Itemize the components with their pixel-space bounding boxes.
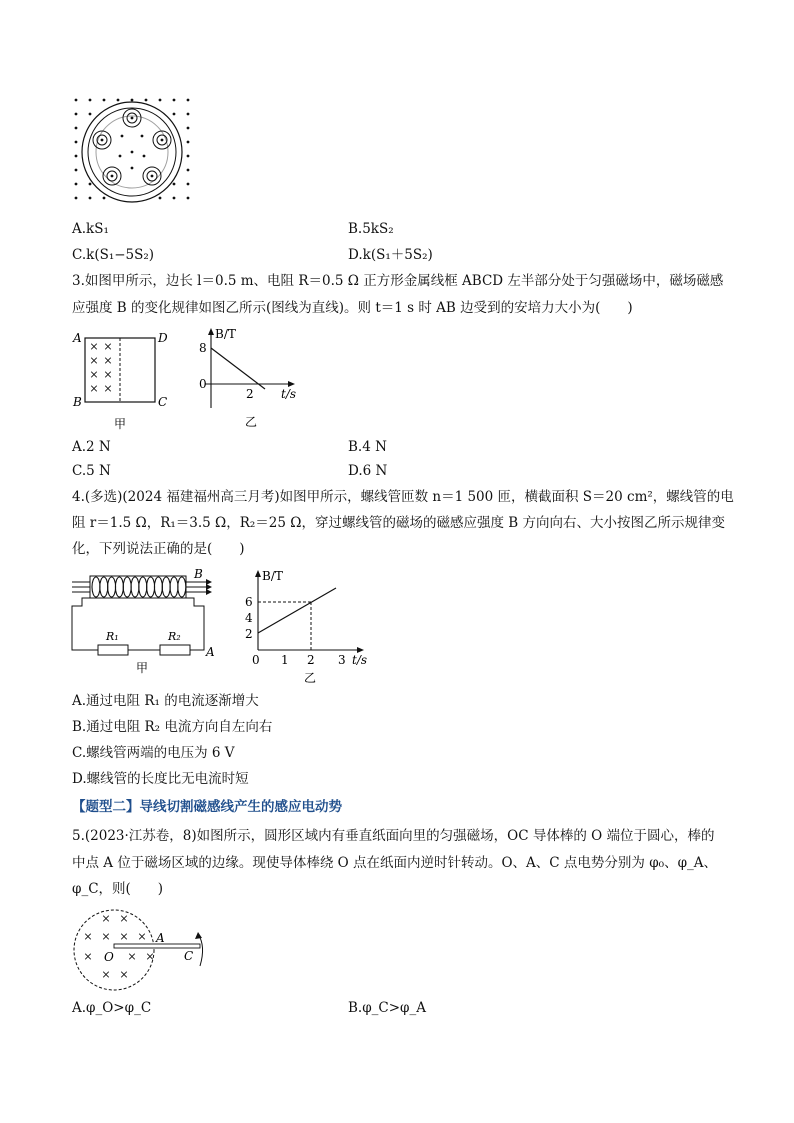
svg-text:×: × [101, 930, 111, 943]
label-o: O [104, 950, 114, 964]
q4-x2: 2 [307, 653, 315, 667]
q3-stem-line2: 应强度 B 的变化规律如图乙所示(图线为直线)。则 t＝1 s 时 AB 边受到的安培力大小为( ) [72, 300, 633, 316]
q3-y0: 0 [199, 377, 207, 391]
label-a: A [156, 931, 165, 945]
svg-text:×: × [145, 950, 155, 963]
q5-rotating-rod-figure [70, 908, 220, 992]
label-b: B [194, 568, 203, 581]
q3-option-c: C.5 N [72, 463, 111, 479]
q4-y6: 6 [245, 595, 253, 609]
q3-option-b: B.4 N [348, 439, 387, 455]
q2-option-c: C.k(S₁−5S₂) [72, 247, 155, 263]
label-r1: R₁ [106, 630, 119, 643]
svg-text:×: × [103, 382, 113, 395]
q4-y2: 2 [245, 627, 253, 641]
caption-jia: 甲 [136, 661, 149, 675]
svg-text:×: × [119, 912, 129, 925]
q4-x1: 1 [281, 653, 289, 667]
label-d: D [158, 331, 168, 345]
q3-graph-yi [195, 326, 307, 432]
q3-y8: 8 [199, 341, 207, 355]
q5-option-a: A.φ_O>φ_C [72, 1000, 152, 1016]
svg-text:×: × [83, 930, 93, 943]
q3-xlabel: t/s [281, 387, 297, 401]
svg-text:×: × [103, 368, 113, 381]
q4-option-c: C.螺线管两端的电压为 6 V [72, 745, 235, 761]
q4-stem-line3: 化，下列说法正确的是( ) [72, 541, 245, 557]
q5-stem-line3: φ_C，则( ) [72, 881, 164, 897]
q5-option-b: B.φ_C>φ_A [348, 1000, 427, 1016]
label-c: C [158, 395, 168, 409]
q4-solenoid-circuit [70, 568, 220, 678]
svg-text:×: × [137, 930, 147, 943]
q4-option-d: D.螺线管的长度比无电流时短 [72, 771, 249, 787]
q3-figure-jia [70, 328, 170, 432]
q4-y4: 4 [245, 611, 253, 625]
q4-stem-line2: 阻 r＝1.5 Ω，R₁＝3.5 Ω，R₂＝25 Ω，穿过螺线管的磁场的磁感应强度 B 方向向右、大小按图乙所示规律变 [72, 515, 725, 531]
label-c: C [184, 949, 194, 963]
q2-ring-figure [70, 96, 194, 206]
q4-option-a: A.通过电阻 R₁ 的电流逐渐增大 [72, 693, 259, 709]
caption-yi: 乙 [245, 415, 258, 429]
label-a: A [73, 331, 82, 345]
label-a: A [206, 645, 215, 659]
q3-option-a: A.2 N [72, 439, 111, 455]
svg-text:×: × [89, 354, 99, 367]
q5-stem-line1: 5.(2023·江苏卷，8)如图所示，圆形区域内有垂直纸面向里的匀强磁场，OC 导体棒的 O 端位于圆心，棒的 [72, 828, 715, 844]
q3-ylabel: B/T [215, 327, 236, 341]
label-r2: R₂ [168, 630, 181, 643]
q4-x0: 0 [252, 653, 260, 667]
caption-yi: 乙 [304, 671, 317, 685]
svg-text:×: × [119, 930, 129, 943]
caption-jia: 甲 [114, 417, 127, 431]
q4-x3: 3 [338, 653, 346, 667]
svg-text:×: × [127, 950, 137, 963]
svg-text:×: × [89, 368, 99, 381]
q4-stem-line1: 4.(多选)(2024 福建福州高三月考)如图甲所示，螺线管匝数 n＝1 500 匝，横截面积 S＝20 cm²，螺线管的电 [72, 489, 734, 505]
q3-stem-line1: 3.如图甲所示，边长 l＝0.5 m、电阻 R＝0.5 Ω 正方形金属线框 ABCD 左半部分处于匀强磁场中，磁场磁感 [72, 273, 724, 289]
svg-text:×: × [103, 354, 113, 367]
q2-option-b: B.5kS₂ [348, 221, 394, 237]
svg-text:×: × [101, 912, 111, 925]
q3-option-d: D.6 N [348, 463, 388, 479]
section-header: 【题型二】导线切割磁感线产生的感应电动势 [72, 799, 342, 815]
svg-text:×: × [89, 382, 99, 395]
q4-graph-yi [240, 568, 375, 686]
label-b: B [73, 395, 82, 409]
q2-option-a: A.kS₁ [72, 221, 109, 237]
q3-x2: 2 [246, 387, 254, 401]
q4-ylabel: B/T [262, 569, 283, 583]
svg-text:×: × [103, 340, 113, 353]
q2-option-d: D.k(S₁＋5S₂) [348, 247, 433, 263]
svg-text:×: × [101, 968, 111, 981]
svg-text:×: × [119, 968, 129, 981]
q4-option-b: B.通过电阻 R₂ 电流方向自左向右 [72, 719, 273, 735]
q4-xlabel: t/s [352, 653, 368, 667]
svg-text:×: × [83, 950, 93, 963]
q5-stem-line2: 中点 A 位于磁场区域的边缘。现使导体棒绕 O 点在纸面内逆时针转动。O、A、C 点电势分别为 φ₀、φ_A、 [72, 855, 718, 871]
svg-text:×: × [89, 340, 99, 353]
